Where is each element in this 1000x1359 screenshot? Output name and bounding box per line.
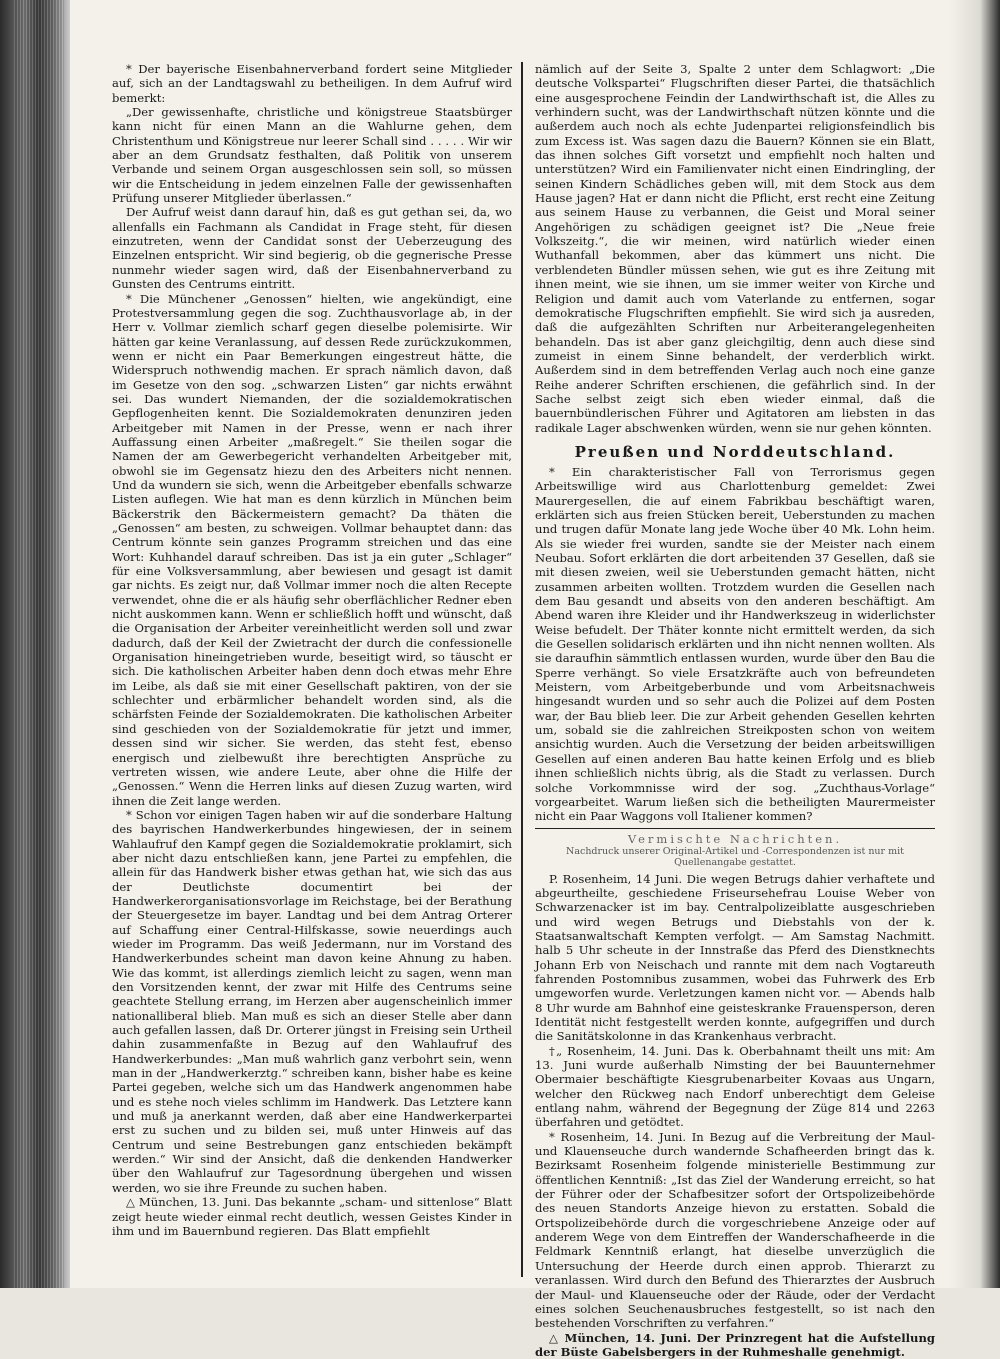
- paragraph-charlottenburg: * Ein charakteristischer Fall von Terrorismus gegen Arbeitswillige wird aus Charlottenburg gemeldet: Zwei Maurergesellen, die auf einem Fabrikbau beschäftigt waren, erklärten sich aus freien Stücken bereit, Ueberstunden zu machen und trugen dafür Monate lang jede Woche über 40 Mk. Lohn heim. Als sie wieder frei wurden, sandte sie der Meister nach einem Neubau. Sofort erklärten die dort arbeitenden 37 Gesellen, daß sie mit diesen zweien, weil sie Ueberstunden gemacht hätten, nicht zusammen arbeiten wollten. Trotzdem wurden die Gesellen nach dem Bau gesandt und abseits von den anderen beschäftigt. Am Abend waren ihre Kleider und ihr Handwerkszeug in widerlichster Weise befudelt. Der Thäter konnte nicht ermittelt werden, da sich die Gesellen solidarisch erklärten und ihn nicht nennen wollten. Als sie daraufhin sämmtlich entlassen wurden, wurde über den Bau die Sperre verhängt. So viele Ersatzkräfte auch von befreundeten Meistern, vom Arbeitgeberbunde und vom Arbeitsnachweis hingesandt wurden und so sehr auch die Polizei auf dem Posten war, der Bau blieb leer. Die zur Arbeit gehenden Gesellen kehrten um, sobald sie die zahlreichen Streikposten schon von weitem ansichtig wurden. Auch die Versetzung der beiden arbeitswilligen Gesellen auf einen anderen Bau hatte keinen Erfolg und es blieb ihnen schließlich nichts übrig, als die Stadt zu verlassen. Durch solche Vorkommnisse wird der sog. „Zuchthaus-Vorlage“ vorgearbeitet. Warum ließen sich die betheiligten Maurermeister nicht ein Paar Waggons voll Italiener kommen?: [535, 464, 935, 824]
- section-rule: [535, 828, 935, 829]
- paragraph-handwerkerbund: * Schon vor einigen Tagen haben wir auf die sonderbare Haltung des bayrischen Handwerkerbundes hingewiesen, der in seinem Wahlaufruf den Kampf gegen die Sozialdemokratie proklamirt, sich aber nicht dazu entschließen kann, jene Partei zu empfehlen, die allein für das Handwerk bisher etwas gethan hat, wie sich das aus der Deutlichste documentirt bei der Handwerkerorganisationsvorlage im Reichstage, bei der Berathung der Steuergesetze im bayer. Landtag und bei dem Antrag Orterer auf Schaffung einer Central-Hilfskasse, sowie neuerdings auch wieder im Programm. Das weiß Jedermann, nur im Vorstand des Handwerkerbundes scheint man davon keine Ahnung zu haben. Wie das kommt, ist allerdings ziemlich leicht zu sagen, wenn man den Vorsitzenden kennt, der zwar mit Hilfe des Centrums seine geachtete Stellung errang, im Herzen aber augenscheinlich immer nationalliberal blieb. Man muß es sich an dieser Stelle aber dann auch gefallen lassen, daß Dr. Orterer jüngst in Freising sein Urtheil dahin zusammenfaßte in Bezug auf den Wahlaufruf des Handwerkerbundes: „Man muß wahrlich ganz verbohrt sein, wenn man in der „Handwerkerztg.“ schreiben kann, bisher habe es keine Partei gegeben, welche sich um das Handwerk angenommen habe und es stehe noch vieles schlimm im Handwerk. Das Letztere kann und muß ja anerkannt werden, daß aber eine Handwerkerpartei erst zu suchen und zu bilden sei, muß unter Hinweis auf das Centrum und seine Bestrebungen ganz entschieden bekämpft werden.“ Wir sind der Ansicht, daß die denkenden Handwerker über den Wahlaufruf zur Tagesordnung übergehen und wissen werden, wo sie ihre Freunde zu suchen haben.: [112, 807, 512, 1195]
- section-heading-preussen: Preußen und Norddeutschland.: [574, 442, 896, 461]
- news-rosenheim-3: * Rosenheim, 14. Juni. In Bezug auf die Verbreitung der Maul- und Klauenseuche durch wandernde Schafheerden bringt das k. Bezirksamt Rosenheim folgende ministerielle Bestimmung zur öffentlichen Kenntniß: „Ist das Ziel der Wanderung erreicht, so hat der Führer oder der Schafbesitzer sofort der Ortspolizeibehörde des neuen Standorts Anzeige hievon zu erstatten. Sobald die Ortspolizeibehörde durch die vorgeschriebene Anzeige oder auf anderem Wege von dem Eintreffen der Wanderschafheerde in die Feldmark Kenntniß erlangt, hat dieselbe unverzüglich die Untersuchung der Heerde durch einen approb. Thierarzt zu veranlassen. Wird durch den Befund des Thierarztes der Ausbruch der Maul- und Klauenseuche oder der Räude, oder der Verdacht eines solchen Seuchenausbruches festgestellt, so ist nach den bestehenden Vorschriften zu verfahren.“: [535, 1129, 935, 1331]
- section-heading-vermischte: Vermischte Nachrichten.: [627, 831, 843, 846]
- page-stack-edges: [14, 0, 64, 1288]
- column-divider: [521, 62, 523, 1277]
- quote-aufruf: „Der gewissenhafte, christliche und königstreue Staatsbürger kann nicht für einen Mann an die Wahlurne gehen, dem Christenthum und Königstreue nur leerer Schall sind . . . . . Wir wir aber an dem Grundsatz festhalten, daß Politik von unserem Verbande und seinem Organ ausgeschlossen sein soll, so müssen wir die Entscheidung in jedem einzelnen Falle der gewissenhaften Prüfung unserer Mitglieder überlassen.“: [112, 105, 512, 206]
- paragraph-eisenbahnerverband: * Der bayerische Eisenbahnerverband fordert seine Mitglieder auf, sich an der Landtagswahl zu betheiligen. In dem Aufruf wird bemerkt:: [112, 62, 512, 105]
- right-column: [535, 62, 935, 1359]
- news-muenchen-14-juni: △ München, 14. Juni. Der Prinzregent hat die Aufstellung der Büste Gabelsbergers in der Ruhmeshalle genehmigt.: [535, 1330, 935, 1359]
- news-rosenheim-2: †„ Rosenheim, 14. Juni. Das k. Oberbahnamt theilt uns mit: Am 13. Juni wurde außerhalb Nimsting der bei Bauunternehmer Obermaier beschäftigte Kiesgrubenarbeiter Kovaas aus Ungarn, welcher den Rückweg nach Endorf unberechtigt dem Geleise entlang nahm, während der Begegnung der Züge 814 und 2263 überfahren und getödtet.: [535, 1043, 935, 1130]
- paragraph-genossen: * Die Münchener „Genossen“ hielten, wie angekündigt, eine Protestversammlung gegen die sog. Zuchthausvorlage ab, in der Herr v. Vollmar ziemlich scharf gegen dieselbe polemisirte. Wir hätten gar keine Veranlassung, auf dessen Rede zurückzukommen, wenn er nicht ein Paar Bemerkungen eingestreut hätte, die Widerspruch nothwendig machen. Er sprach nämlich davon, daß im Gesetze von den sog. „schwarzen Listen“ gar nichts erwähnt sei. Das wundert Niemanden, der die sozialdemokratischen Gepflogenheiten kennt. Die Sozialdemokraten denunziren jeden Arbeitgeber mit Namen in der Presse, wenn er nach ihrer Auffassung einen Arbeiter „maßregelt.“ Sie theilen sogar die Namen der am Gewerbegericht verhandelten Arbeitgeber mit, obwohl sie im Gegensatz hiezu den des Arbeiters nicht nennen. Und da wundern sie sich, wenn die Arbeitgeber ebenfalls schwarze Listen auflegen. Wie hat man es denn kürzlich in München beim Bäckerstrik den Bäckermeistern gemacht? Da thäten die „Genossen“ am besten, zu schweigen. Vollmar behauptet dann: das Centrum könnte sein ganzes Programm streichen und das eine Wort: Kuhhandel darauf schreiben. Das ist ja ein guter „Schlager“ für eine Volksversammlung, aber bewiesen und gesagt ist damit gar nichts. Es zeigt nur, daß Vollmar immer noch die alten Recepte verwendet, ohne die er als häufig sehr oberflächlicher Redner eben nicht auskommen kann. Wenn er schließlich hofft und wünscht, daß die Organisation der Arbeiter vereinheitlicht werden soll und zwar dadurch, daß der Keil der Zwietracht der durch die confessionelle Organisation hineingetrieben wurde, beseitigt wird, so täuscht er sich. Die katholischen Arbeiter haben denn doch etwas mehr Ehre im Leibe, als daß sie mit einer Gesellschaft paktiren, von der sie schlechter und erbärmlicher behandelt worden sind, als die schärfsten Feinde der Sozialdemokraten. Die katholischen Arbeiter sind geschieden von der Sozialdemokratie für jetzt und immer, dessen sind wir sicher. Sie werden, das steht fest, ebenso energisch und zielbewußt ihre berechtigten Ansprüche zu vertreten wissen, wie andere Leute, aber ohne die Hilfe der „Genossen.“ Wenn die Herren links auf diesen Zuzug warten, wird ihnen die Zeit lange werden.: [112, 291, 512, 808]
- reprint-notice: Nachdruck unserer Original-Artikel und -Correspondenzen ist nur mit Quellenangabe gestattet.: [566, 845, 904, 868]
- paragraph-aufruf-comment: Der Aufruf weist dann darauf hin, daß es gut gethan sei, da, wo allenfalls ein Fachmann als Candidat in Frage steht, für diesen einzutreten, wenn der Candidat sonst der Ueberzeugung des Einzelnen entspricht. Wir sind begierig, ob die gegnerische Presse nunmehr wieder sagen wird, daß der Eisenbahnerverband zu Gunsten des Centrums eintritt.: [112, 205, 512, 292]
- page-right-edge: [950, 0, 1000, 1288]
- left-column: [112, 62, 512, 1277]
- paragraph-continued: nämlich auf der Seite 3, Spalte 2 unter dem Schlagwort: „Die deutsche Volkspartei“ Flugschriften dieser Partei, die thatsächlich eine ausgesprochene Feindin der Landwirthschaft ist, die Alles zu verhindern sucht, was der Landwirthschaft nützen könnte und die außerdem auch noch als echte Judenpartei religionsfeindlich bis zum Excess ist. Was sagen dazu die Bauern? Können sie ein Blatt, das ihnen solches Gift vorsetzt und empfiehlt noch halten und unterstützen? Wird ein Familienvater nicht einen Eindringling, der seinen Kindern Schädliches geben will, mit dem Stock aus dem Hause jagen? Hat er dann nicht die Pflicht, erst recht eine Zeitung aus seinem Hause zu verbannen, die Geist und Moral seiner Angehörigen zu schädigen geeignet ist? Die „Neue freie Volkszeitg.“, die wir meinen, wird natürlich wieder einen Wuthanfall bekommen, aber das kümmert uns nicht. Die verblendeten Bündler müssen sehen, wie gut es ihre Zeitung mit ihnen meint, wie sie ihnen, um sie immer weiter von Kirche und Religion und damit auch vom Vaterlande zu entfernen, sogar demokratische Flugschriften empfiehlt. Sie wird sich ja ausreden, daß die aufgezählten Schriften nur Arbeiterangelegenheiten behandeln. Das ist aber ganz gleichgiltig, denn auch diese sind zumeist in einem Sinne behandelt, der verderblich wirkt. Außerdem sind in dem betreffenden Verlag auch noch eine ganze Reihe anderer Schriften erschienen, die gefährlich sind. In der Sache selbst zeigt sich eben wieder einmal, daß die bauernbündlerischen Führer und Agitatoren am liebsten in das radikale Lager abschwenken würden, wenn sie nur gehen könnten.: [535, 62, 935, 435]
- news-rosenheim-1: P. Rosenheim, 14 Juni. Die wegen Betrugs dahier verhaftete und abgeurtheilte, geschiedene Friseursehefrau Louise Weber von Schwarzenacker ist im bay. Centralpolizeiblatte ausgeschrieben und wird wegen Betrugs und Diebstahls von der k. Staatsanwaltschaft Kempten verfolgt. — Am Samstag Nachmitt. halb 5 Uhr scheute in der Innstraße das Pferd des Dienstknechts Johann Erb von Neischach und rannte mit dem nach Vogtareuth fahrenden Postomnibus zusammen, wobei das Fuhrwerk des Erb umgeworfen wurde. Verletzungen kamen nicht vor. — Abends halb 8 Uhr wurde am Bahnhof eine geisteskranke Frauensperson, deren Identität nicht festgestellt werden konnte, aufgegriffen und durch die Sanitätskolonne in das Krankenhaus verbracht.: [535, 871, 935, 1044]
- paragraph-muenchen-13-juni: △ München, 13. Juni. Das bekannte „scham- und sittenlose“ Blatt zeigt heute wieder einmal recht deutlich, wessen Geistes Kinder in ihm und im Bauernbund regieren. Das Blatt empfiehlt: [112, 1195, 512, 1238]
- book-binding: [0, 0, 70, 1288]
